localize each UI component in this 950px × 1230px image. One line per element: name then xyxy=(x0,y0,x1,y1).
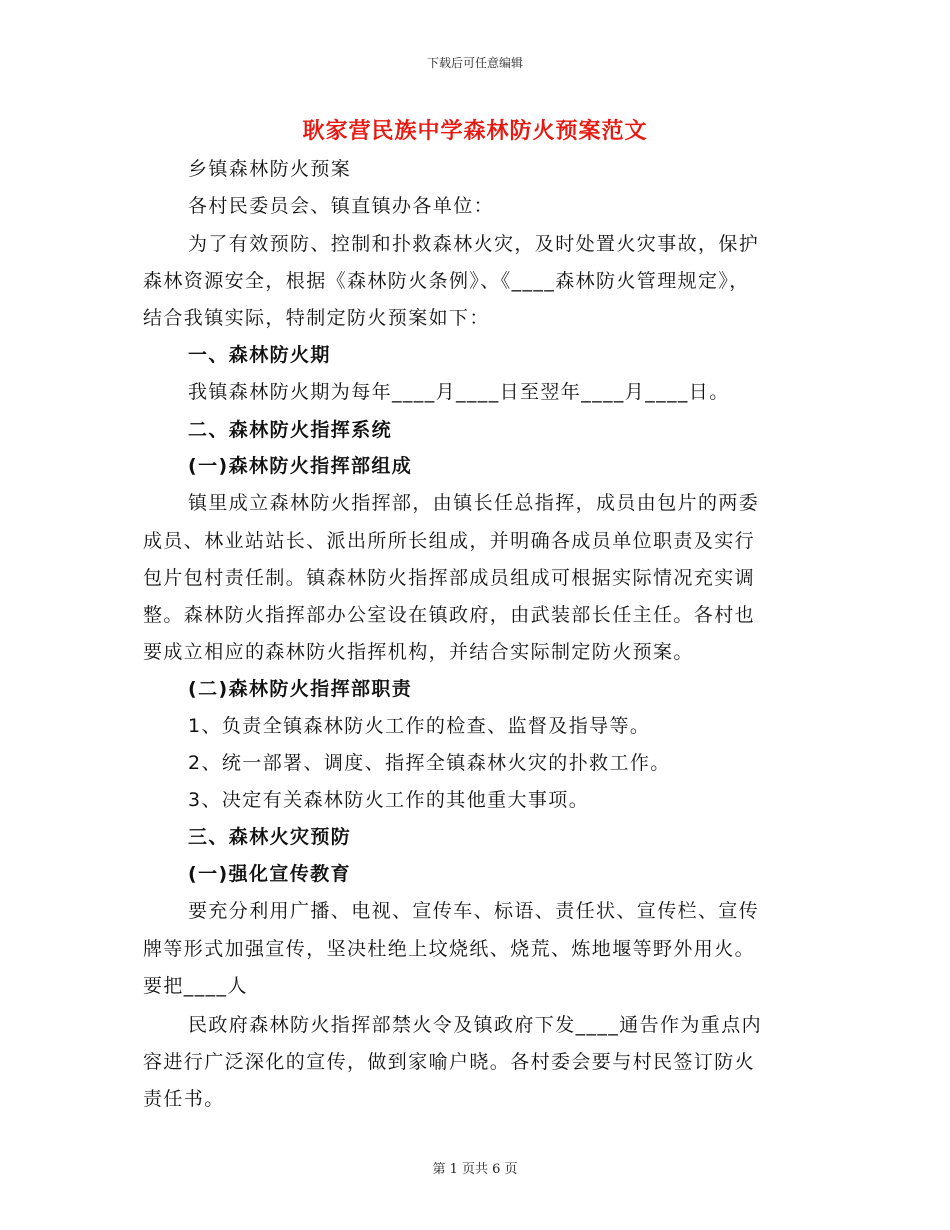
section-heading: 二、森林防火指挥系统 xyxy=(188,419,393,441)
subsection-heading: (二)森林防火指挥部职责 xyxy=(188,678,413,700)
text-line: 整。森林防火指挥部办公室设在镇政府，由武装部长任主任。各村也 xyxy=(143,604,756,626)
text-line: 为了有效预防、控制和扑救森林火灾，及时处置火灾事故，保护 xyxy=(188,233,760,255)
list-item: 3、决定有关森林防火工作的其他重大事项。 xyxy=(188,789,590,811)
list-item: 1、负责全镇森林防火工作的检查、监督及指导等。 xyxy=(188,715,651,737)
document-title: 耿家营民族中学森林防火预案范文 xyxy=(302,119,648,144)
section-heading: 三、森林火灾预防 xyxy=(188,826,352,848)
text-line: 乡镇森林防火预案 xyxy=(188,158,352,180)
header-note: 下载后可任意编辑 xyxy=(426,56,523,70)
text-line: 各村民委员会、镇直镇办各单位： xyxy=(188,195,495,217)
text-line: 结合我镇实际，特制定防火预案如下： xyxy=(143,307,490,329)
text-line: 我镇森林防火期为每年____月____日至翌年____月____日。 xyxy=(188,381,730,403)
text-line: 要把____人 xyxy=(143,975,248,997)
text-line: 成员、林业站站长、派出所所长组成，并明确各成员单位职责及实行 xyxy=(143,530,756,552)
text-line: 森林资源安全，根据《森林防火条例》、《____森林防火管理规定》， xyxy=(143,270,750,292)
list-item: 2、统一部署、调度、指挥全镇森林火灾的扑救工作。 xyxy=(188,752,671,774)
text-line: 牌等形式加强宣传，坚决杜绝上坟烧纸、烧荒、炼地堰等野外用火。 xyxy=(143,938,756,960)
text-line: 责任书。 xyxy=(143,1088,225,1110)
text-line: 要成立相应的森林防火指挥机构，并结合实际制定防火预案。 xyxy=(143,641,694,663)
subsection-heading: (一)森林防火指挥部组成 xyxy=(188,455,413,477)
page-footer: 第 1 页共 6 页 xyxy=(432,1162,518,1177)
section-heading: 一、森林防火期 xyxy=(188,344,331,366)
text-line: 镇里成立森林防火指挥部，由镇长任总指挥，成员由包片的两委 xyxy=(188,492,760,514)
text-line: 民政府森林防火指挥部禁火令及镇政府下发____通告作为重点内 xyxy=(188,1014,763,1036)
text-line: 容进行广泛深化的宣传，做到家喻户晓。各村委会要与村民签订防火 xyxy=(143,1051,756,1073)
subsection-heading: (一)强化宣传教育 xyxy=(188,863,351,885)
text-line: 要充分利用广播、电视、宣传车、标语、责任状、宣传栏、宣传 xyxy=(188,900,760,922)
text-line: 包片包村责任制。镇森林防火指挥部成员组成可根据实际情况充实调 xyxy=(143,567,756,589)
